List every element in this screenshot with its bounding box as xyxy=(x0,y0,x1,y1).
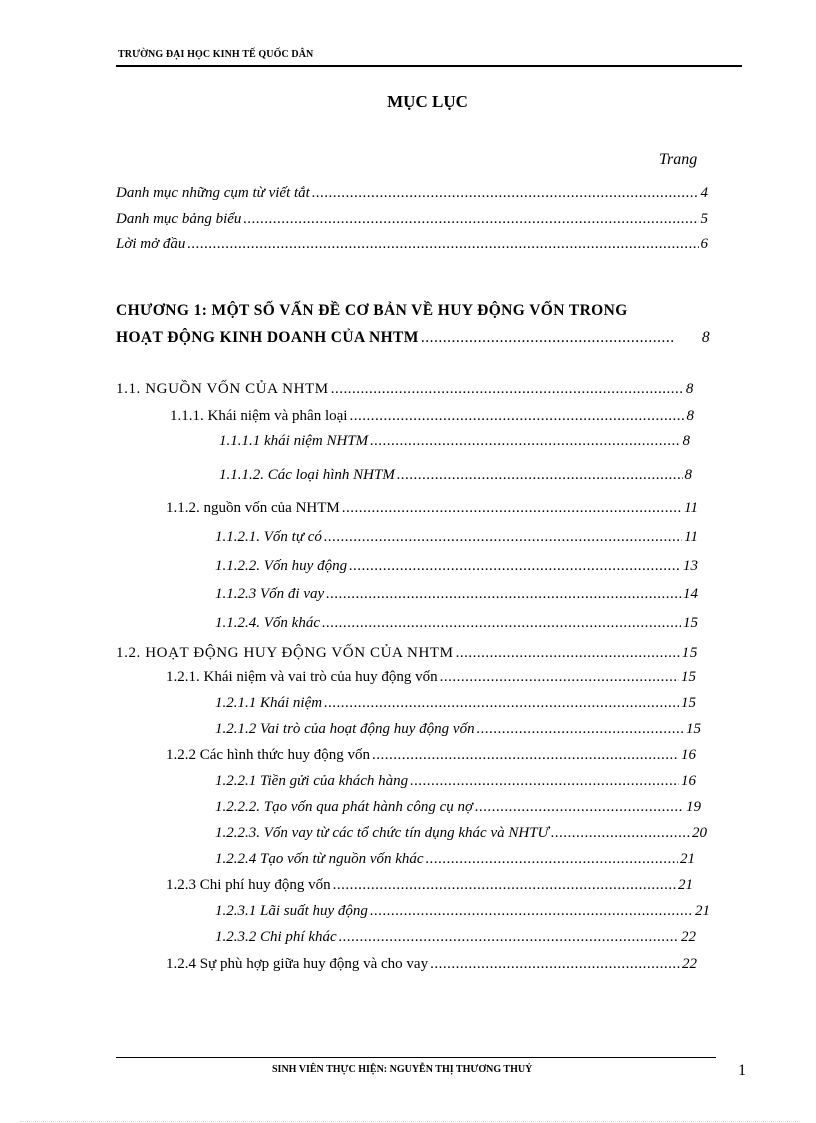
toc-entry-page: 8 xyxy=(686,408,694,424)
footer-author: SINH VIÊN THỰC HIỆN: NGUYỄN THỊ THƯƠNG THUỶ xyxy=(272,1064,533,1075)
toc-entry-label: 1.1.1. Khái niệm và phân loại xyxy=(170,408,348,424)
toc-entry-label: 1.1.2.4. Vốn khác xyxy=(215,615,320,631)
toc-entry[interactable] xyxy=(166,956,697,973)
toc-entry[interactable] xyxy=(215,529,698,546)
toc-entry-label: 1.1.2.3 Vốn đi vay xyxy=(215,586,325,602)
toc-entry-page: 8 xyxy=(684,467,692,483)
page-column-label: Trang xyxy=(659,151,698,168)
toc-entry[interactable] xyxy=(219,433,690,450)
toc-entry-page: 16 xyxy=(681,747,696,763)
toc-leader xyxy=(312,185,699,202)
toc-entry-label: 1.2.2 Các hình thức huy động vốn xyxy=(166,747,370,763)
toc-entry-page: 15 xyxy=(683,615,698,631)
toc-leader xyxy=(326,586,681,603)
toc-leader xyxy=(324,695,679,712)
chapter-page: 8 xyxy=(701,329,710,346)
toc-leader xyxy=(426,851,678,868)
toc-entry-label: 1.2.2.3. Vốn vay từ các tổ chức tín dụng khác và NHTƯ xyxy=(215,825,549,841)
toc-leader xyxy=(430,956,680,973)
toc-entry-page: 22 xyxy=(682,956,697,972)
toc-entry-label: 1.2. HOẠT ĐỘNG HUY ĐỘNG VỐN CỦA NHTM xyxy=(116,645,454,661)
toc-entry[interactable] xyxy=(215,586,698,603)
toc-entry-label: 1.1.2. nguồn vốn của NHTM xyxy=(166,500,340,516)
toc-entry-page: 8 xyxy=(682,433,690,449)
toc-entry-page: 8 xyxy=(685,381,694,397)
toc-entry-label: 1.2.1.1 Khái niệm xyxy=(215,695,323,711)
chapter-heading-line2: HOẠT ĐỘNG KINH DOANH CỦA NHTM xyxy=(116,329,419,346)
toc-leader xyxy=(187,236,698,253)
toc-leader xyxy=(440,669,679,686)
toc-entry-page: 20 xyxy=(692,825,707,841)
toc-entry-page: 15 xyxy=(681,645,698,661)
toc-leader xyxy=(333,877,676,894)
toc-entry-label: 1.2.2.1 Tiền gửi của khách hàng xyxy=(215,773,409,789)
toc-entry-label: 1.2.3.2 Chi phí khác xyxy=(215,929,337,945)
toc-entry-label: 1.2.2.4 Tạo vốn từ nguồn vốn khác xyxy=(215,851,424,867)
toc-entry-label: 1.2.2.2. Tạo vốn qua phát hành công cụ nợ xyxy=(215,799,473,815)
toc-entry[interactable] xyxy=(215,615,698,632)
toc-leader xyxy=(397,467,683,484)
toc-leader xyxy=(421,329,674,347)
toc-leader xyxy=(370,903,693,920)
footer-divider xyxy=(116,1057,716,1058)
toc-leader xyxy=(551,825,690,842)
toc-entry[interactable] xyxy=(215,773,696,790)
toc-entry-page: 14 xyxy=(683,586,698,602)
toc-entry[interactable] xyxy=(166,877,693,894)
toc-leader xyxy=(410,773,679,790)
toc-entry-page: 4 xyxy=(700,185,708,201)
toc-entry-page: 11 xyxy=(684,500,698,516)
toc-entry[interactable] xyxy=(166,747,696,764)
toc-entry-page: 6 xyxy=(700,236,708,252)
toc-entry[interactable] xyxy=(116,236,708,253)
toc-entry[interactable] xyxy=(215,851,695,868)
toc-entry[interactable] xyxy=(215,903,710,920)
toc-leader xyxy=(349,558,681,575)
toc-entry-page: 5 xyxy=(700,211,708,227)
toc-entry-label: 1.1. NGUỒN VỐN CỦA NHTM xyxy=(116,381,329,397)
toc-leader xyxy=(243,211,698,228)
toc-entry-page: 21 xyxy=(678,877,693,893)
toc-entry-page: 11 xyxy=(684,529,698,545)
toc-leader xyxy=(372,747,679,764)
toc-entry-label: 1.2.1. Khái niệm và vai trò của huy động vốn xyxy=(166,669,438,685)
toc-entry[interactable] xyxy=(166,669,696,686)
toc-entry[interactable] xyxy=(116,381,694,398)
school-name: TRƯỜNG ĐẠI HỌC KINH TẾ QUỐC DÂN xyxy=(118,49,314,60)
toc-entry-label: 1.2.3 Chi phí huy động vốn xyxy=(166,877,331,893)
toc-leader xyxy=(324,529,682,546)
toc-entry-label: Lời mở đầu xyxy=(116,236,186,252)
toc-entry-label: 1.1.1.2. Các loại hình NHTM xyxy=(219,467,395,483)
toc-entry-label: 1.2.1.2 Vai trò của hoạt động huy động vốn xyxy=(215,721,475,737)
toc-entry-page: 15 xyxy=(681,695,696,711)
toc-entry[interactable] xyxy=(215,825,707,842)
toc-entry[interactable] xyxy=(215,721,701,738)
toc-entry[interactable] xyxy=(116,211,708,228)
toc-entry-label: 1.1.1.1 khái niệm NHTM xyxy=(219,433,369,449)
toc-entry-page: 13 xyxy=(683,558,698,574)
toc-leader xyxy=(331,381,684,398)
toc-entry-label: Danh mục những cụm từ viết tắt xyxy=(116,185,310,201)
toc-leader xyxy=(322,615,681,632)
toc-entry[interactable] xyxy=(219,467,692,484)
toc-entry-label: Danh mục bảng biểu xyxy=(116,211,242,227)
toc-entry-label: 1.1.2.2. Vốn huy động xyxy=(215,558,348,574)
toc-entry[interactable] xyxy=(116,185,708,202)
toc-entry-page: 16 xyxy=(681,773,696,789)
page-edge xyxy=(20,1121,800,1122)
chapter-entry[interactable] xyxy=(116,329,710,347)
toc-entry-page: 15 xyxy=(686,721,701,737)
header-divider xyxy=(116,65,742,67)
toc-entry-label: 1.2.3.1 Lãi suất huy động xyxy=(215,903,368,919)
toc-entry[interactable] xyxy=(215,799,701,816)
toc-leader xyxy=(370,433,680,450)
toc-leader xyxy=(342,500,682,517)
toc-leader xyxy=(339,929,679,946)
toc-entry-label: 1.1.2.1. Vốn tự có xyxy=(215,529,322,545)
toc-entry-page: 22 xyxy=(681,929,696,945)
toc-entry-page: 19 xyxy=(686,799,701,815)
toc-entry-label: 1.2.4 Sự phù hợp giữa huy động và cho vay xyxy=(166,956,429,972)
toc-entry[interactable] xyxy=(170,408,694,425)
toc-leader xyxy=(477,721,684,738)
toc-entry[interactable] xyxy=(166,500,698,517)
toc-entry-page: 21 xyxy=(680,851,695,867)
toc-leader xyxy=(456,645,680,662)
toc-entry-page: 21 xyxy=(695,903,710,919)
toc-entry[interactable] xyxy=(116,645,698,662)
toc-entry[interactable] xyxy=(215,695,696,712)
toc-entry[interactable] xyxy=(215,929,696,946)
toc-entry-page: 15 xyxy=(681,669,696,685)
toc-leader xyxy=(349,408,684,425)
toc-entry[interactable] xyxy=(215,558,698,575)
toc-leader xyxy=(475,799,684,816)
page-number: 1 xyxy=(738,1062,746,1079)
chapter-heading-line1: CHƯƠNG 1: MỘT SỐ VẤN ĐỀ CƠ BẢN VỀ HUY ĐỘNG VỐN TRONG xyxy=(116,302,628,319)
toc-title: MỤC LỤC xyxy=(387,92,468,111)
